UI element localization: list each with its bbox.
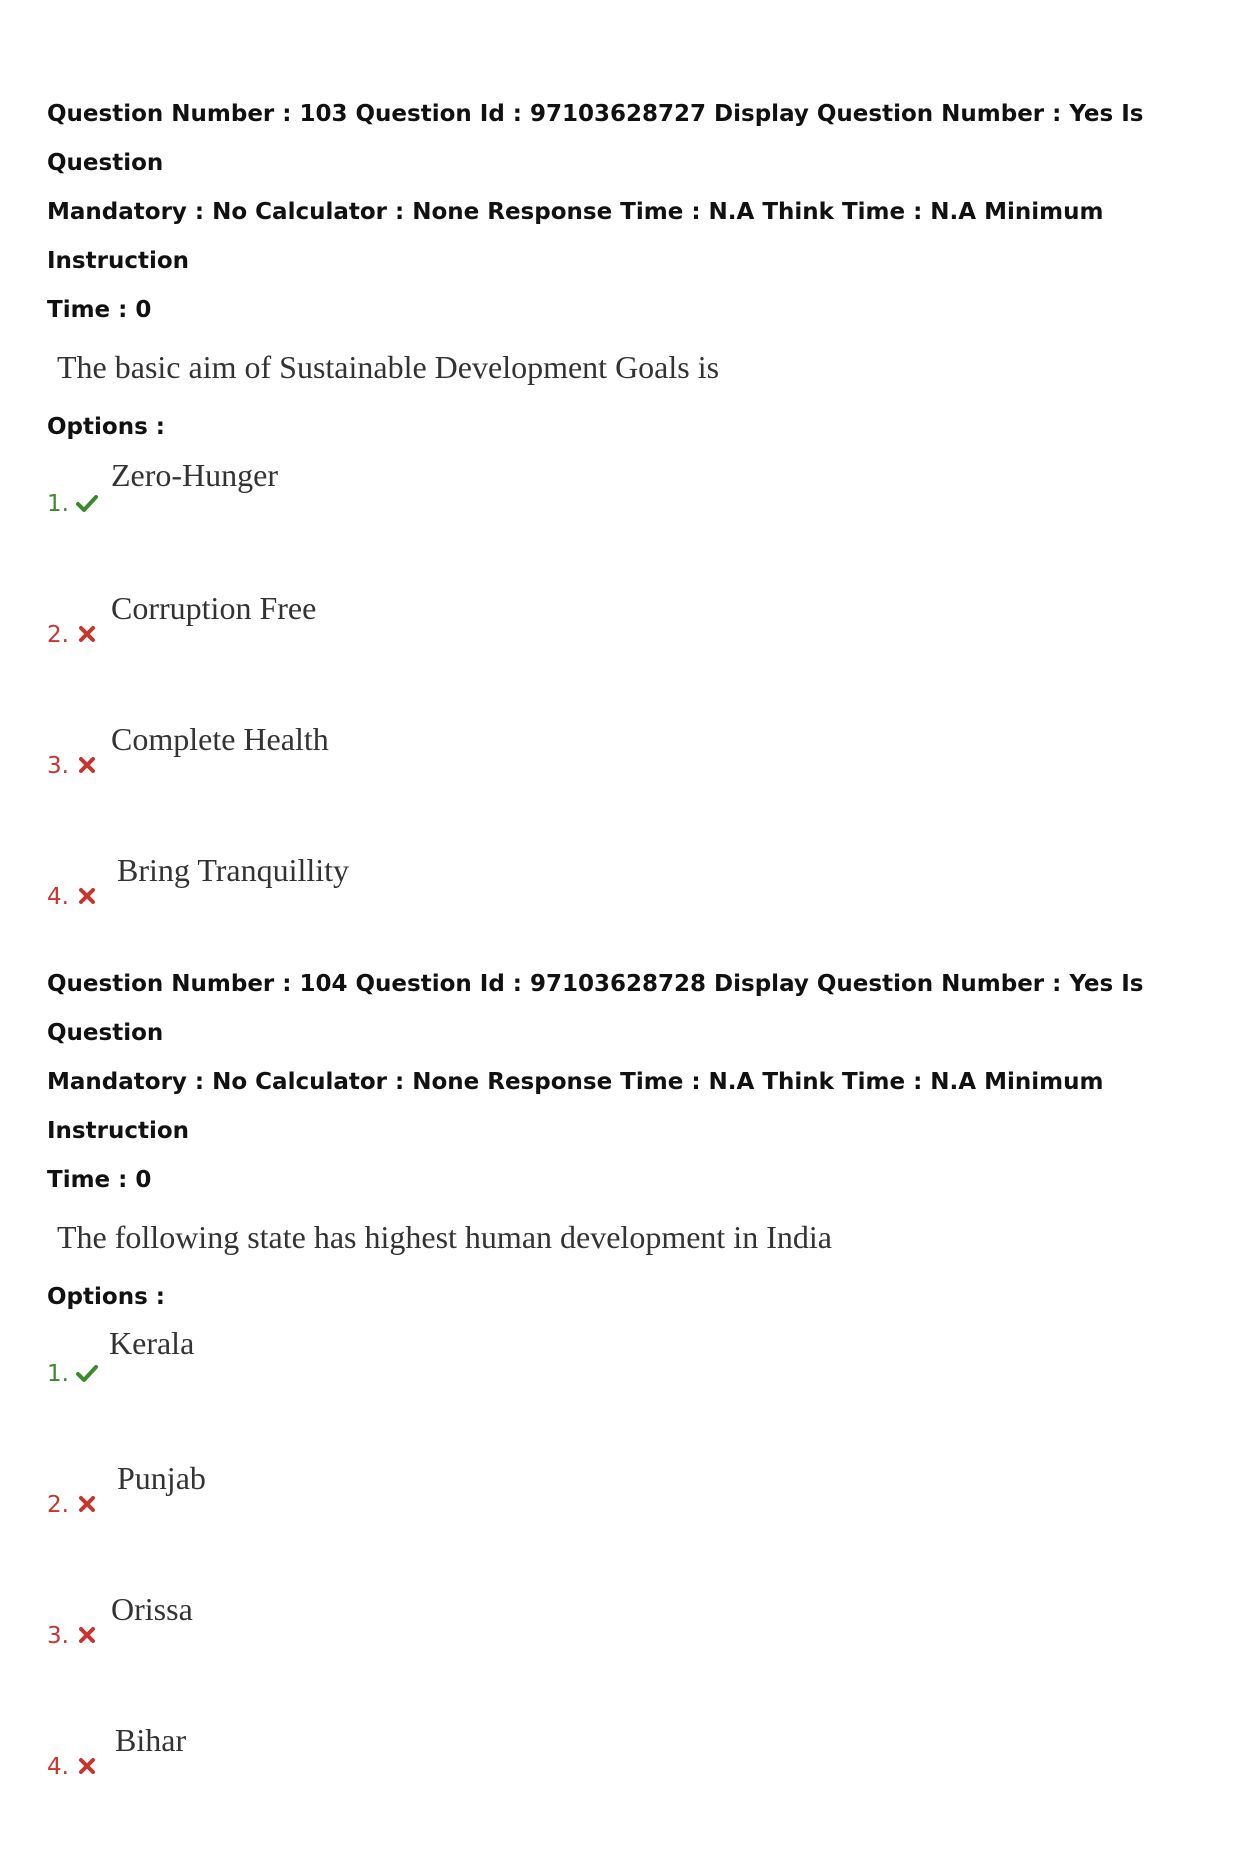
question-stem: The following state has highest human development in India [57,1219,832,1255]
question-meta-line: Mandatory : No Calculator : None Response Time : N.A Think Time : N.A Minimum Instruction [47,199,1104,274]
option-text: Punjab [117,1460,206,1496]
option-number: 4. [47,884,69,910]
question-meta-line: Time : 0 [47,297,152,323]
cross-icon [75,1623,99,1647]
option-number: 3. [47,1623,69,1649]
cross-icon [75,753,99,777]
option-3 [47,717,1207,848]
question-meta-line: Mandatory : No Calculator : None Response Time : N.A Think Time : N.A Minimum Instruction [47,1069,1104,1144]
question-meta-line: Time : 0 [47,1167,152,1193]
option-4 [47,1718,1207,1849]
option-1 [47,455,1207,586]
cross-icon [75,1754,99,1778]
option-3 [47,1587,1207,1718]
option-text: Complete Health [111,721,329,757]
option-number: 2. [47,1492,69,1518]
option-number: 3. [47,753,69,779]
option-text: Orissa [111,1591,193,1627]
option-number: 1. [47,1361,69,1387]
cross-icon [75,884,99,908]
check-icon [75,491,99,515]
check-icon [75,1361,99,1385]
option-number: 2. [47,622,69,648]
cross-icon [75,622,99,646]
question-103 [47,90,1207,979]
option-text: Bihar [115,1722,187,1758]
option-text: Kerala [109,1325,195,1361]
option-text: Bring Tranquillity [117,852,350,888]
cross-icon [75,1492,99,1516]
option-2 [47,586,1207,717]
option-text: Corruption Free [111,590,317,626]
question-104 [47,960,1207,1849]
question-meta-line: Question Number : 104 Question Id : 97103628728 Display Question Number : Yes Is Question [47,971,1144,1046]
option-number: 4. [47,1754,69,1780]
question-stem: The basic aim of Sustainable Development Goals is [57,349,720,385]
options-label: Options : [47,1284,165,1310]
option-1 [47,1325,1207,1456]
question-meta-line: Question Number : 103 Question Id : 97103628727 Display Question Number : Yes Is Question [47,101,1144,176]
option-2 [47,1456,1207,1587]
options-label: Options : [47,414,165,440]
option-number: 1. [47,491,69,517]
option-text: Zero-Hunger [111,457,279,493]
